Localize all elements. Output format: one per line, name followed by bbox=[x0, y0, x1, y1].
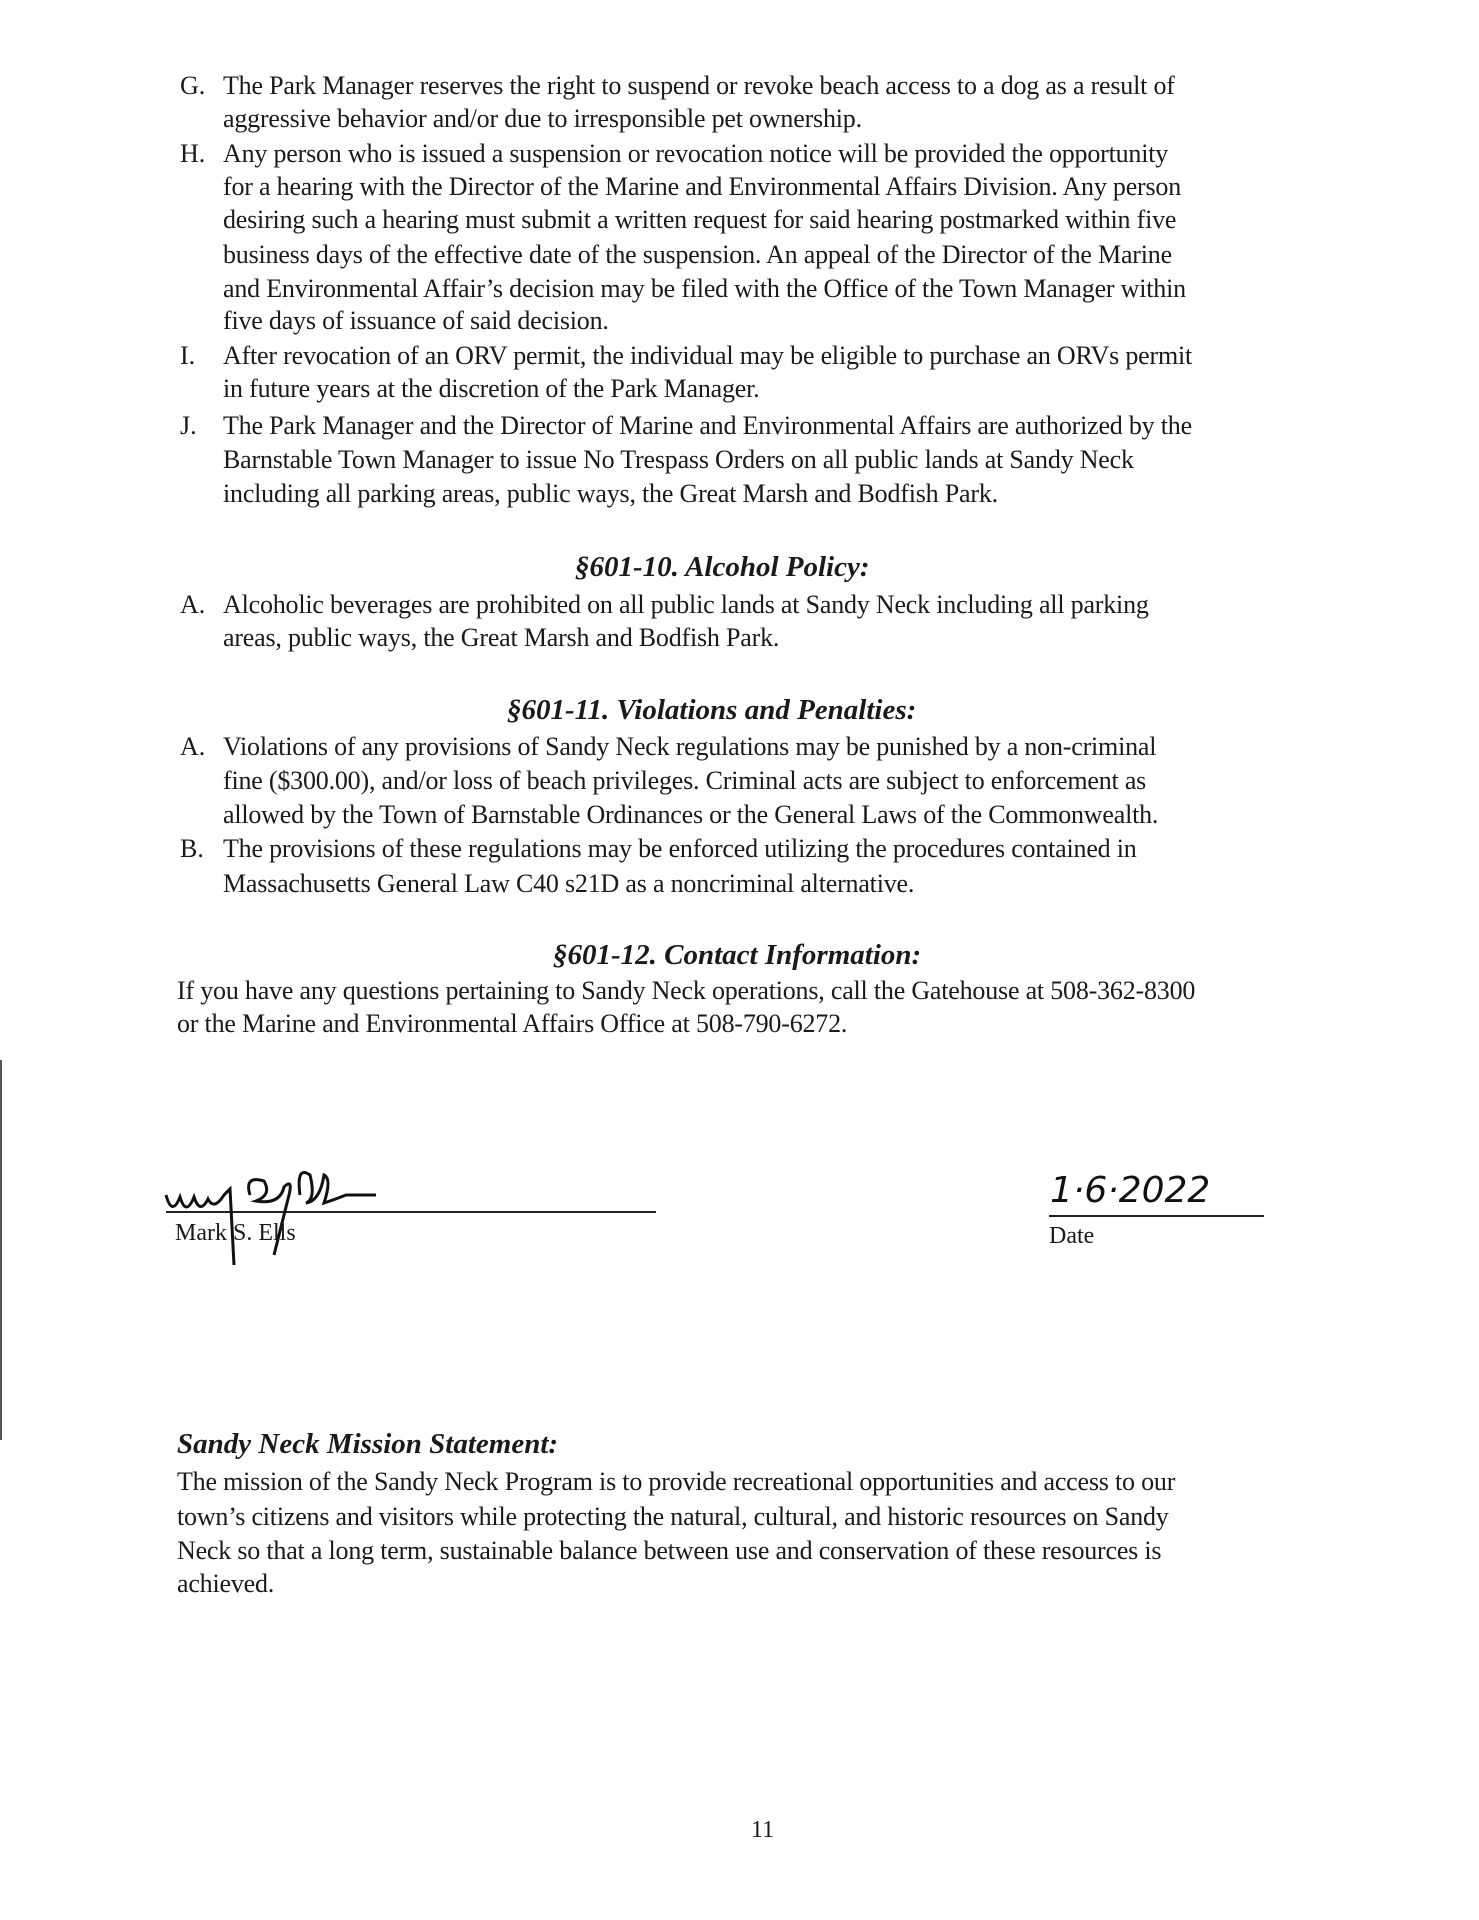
list-item-text: Massachusetts General Law C40 s21D as a noncriminal alternative. bbox=[223, 868, 915, 898]
list-item-text: business days of the effective date of the suspension. An appeal of the Director of the Marine bbox=[223, 239, 1172, 269]
section-heading: §601-10. Alcohol Policy: bbox=[575, 550, 870, 583]
list-item-text: Violations of any provisions of Sandy Neck regulations may be punished by a non-criminal bbox=[223, 731, 1157, 761]
list-item-text: After revocation of an ORV permit, the individual may be eligible to purchase an ORVs permit bbox=[223, 341, 1193, 371]
handwritten-signature bbox=[160, 1155, 500, 1275]
list-item-label: A. bbox=[180, 589, 206, 619]
list-item-text: including all parking areas, public ways, the Great Marsh and Bodfish Park. bbox=[223, 479, 998, 509]
mission-text: The mission of the Sandy Neck Program is to provide recreational opportunities and access to our bbox=[177, 1467, 1176, 1497]
page-number: 11 bbox=[751, 1817, 775, 1843]
list-item-label: H. bbox=[180, 139, 206, 169]
list-item-text: for a hearing with the Director of the Marine and Environmental Affairs Division. Any person bbox=[223, 172, 1182, 202]
list-item-text: desiring such a hearing must submit a written request for said hearing postmarked within five bbox=[223, 205, 1177, 235]
list-item-text: The provisions of these regulations may be enforced utilizing the procedures contained in bbox=[223, 834, 1137, 864]
list-item-label: I. bbox=[180, 341, 196, 371]
section-heading: §601-11. Violations and Penalties: bbox=[507, 693, 917, 726]
list-item-text: Alcoholic beverages are prohibited on all public lands at Sandy Neck including all parking bbox=[223, 589, 1149, 619]
list-item-text: in future years at the discretion of the Park Manager. bbox=[223, 374, 760, 404]
mission-text: town’s citizens and visitors while protecting the natural, cultural, and historic resources on Sandy bbox=[177, 1501, 1169, 1531]
handwritten-date: 1·6·2022 bbox=[1050, 1170, 1211, 1211]
contact-text: If you have any questions pertaining to Sandy Neck operations, call the Gatehouse at 508-362-8300 bbox=[177, 976, 1196, 1006]
list-item-text: and Environmental Affair’s decision may be filed with the Office of the Town Manager within bbox=[223, 273, 1186, 303]
list-item-text: aggressive behavior and/or due to irresponsible pet ownership. bbox=[223, 103, 862, 133]
list-item-text: fine ($300.00), and/or loss of beach privileges. Criminal acts are subject to enforcement as bbox=[223, 765, 1147, 795]
list-item-text: The Park Manager and the Director of Marine and Environmental Affairs are authorized by the bbox=[223, 410, 1192, 440]
list-item-label: B. bbox=[180, 834, 204, 864]
list-item-text: areas, public ways, the Great Marsh and Bodfish Park. bbox=[223, 622, 780, 652]
signatory-name: Mark S. Ells bbox=[175, 1220, 296, 1246]
mission-text: achieved. bbox=[177, 1568, 275, 1598]
mission-heading: Sandy Neck Mission Statement: bbox=[177, 1428, 559, 1461]
mission-text: Neck so that a long term, sustainable balance between use and conservation of these resources is bbox=[177, 1535, 1162, 1565]
scan-edge bbox=[0, 1060, 2, 1440]
date-line bbox=[1049, 1215, 1264, 1217]
list-item-label: G. bbox=[180, 70, 206, 100]
list-item-text: Barnstable Town Manager to issue No Trespass Orders on all public lands at Sandy Neck bbox=[223, 445, 1134, 475]
list-item-text: Any person who is issued a suspension or revocation notice will be provided the opportunity bbox=[223, 139, 1169, 169]
list-item-label: A. bbox=[180, 731, 206, 761]
list-item-text: allowed by the Town of Barnstable Ordinances or the General Laws of the Commonwealth. bbox=[223, 800, 1159, 830]
contact-text: or the Marine and Environmental Affairs Office at 508-790-6272. bbox=[177, 1009, 848, 1039]
list-item-label: J. bbox=[180, 410, 197, 440]
date-label: Date bbox=[1049, 1223, 1095, 1249]
list-item-text: The Park Manager reserves the right to suspend or revoke beach access to a dog as a result of bbox=[223, 70, 1175, 100]
list-item-text: five days of issuance of said decision. bbox=[223, 305, 609, 335]
section-heading: §601-12. Contact Information: bbox=[553, 938, 922, 971]
